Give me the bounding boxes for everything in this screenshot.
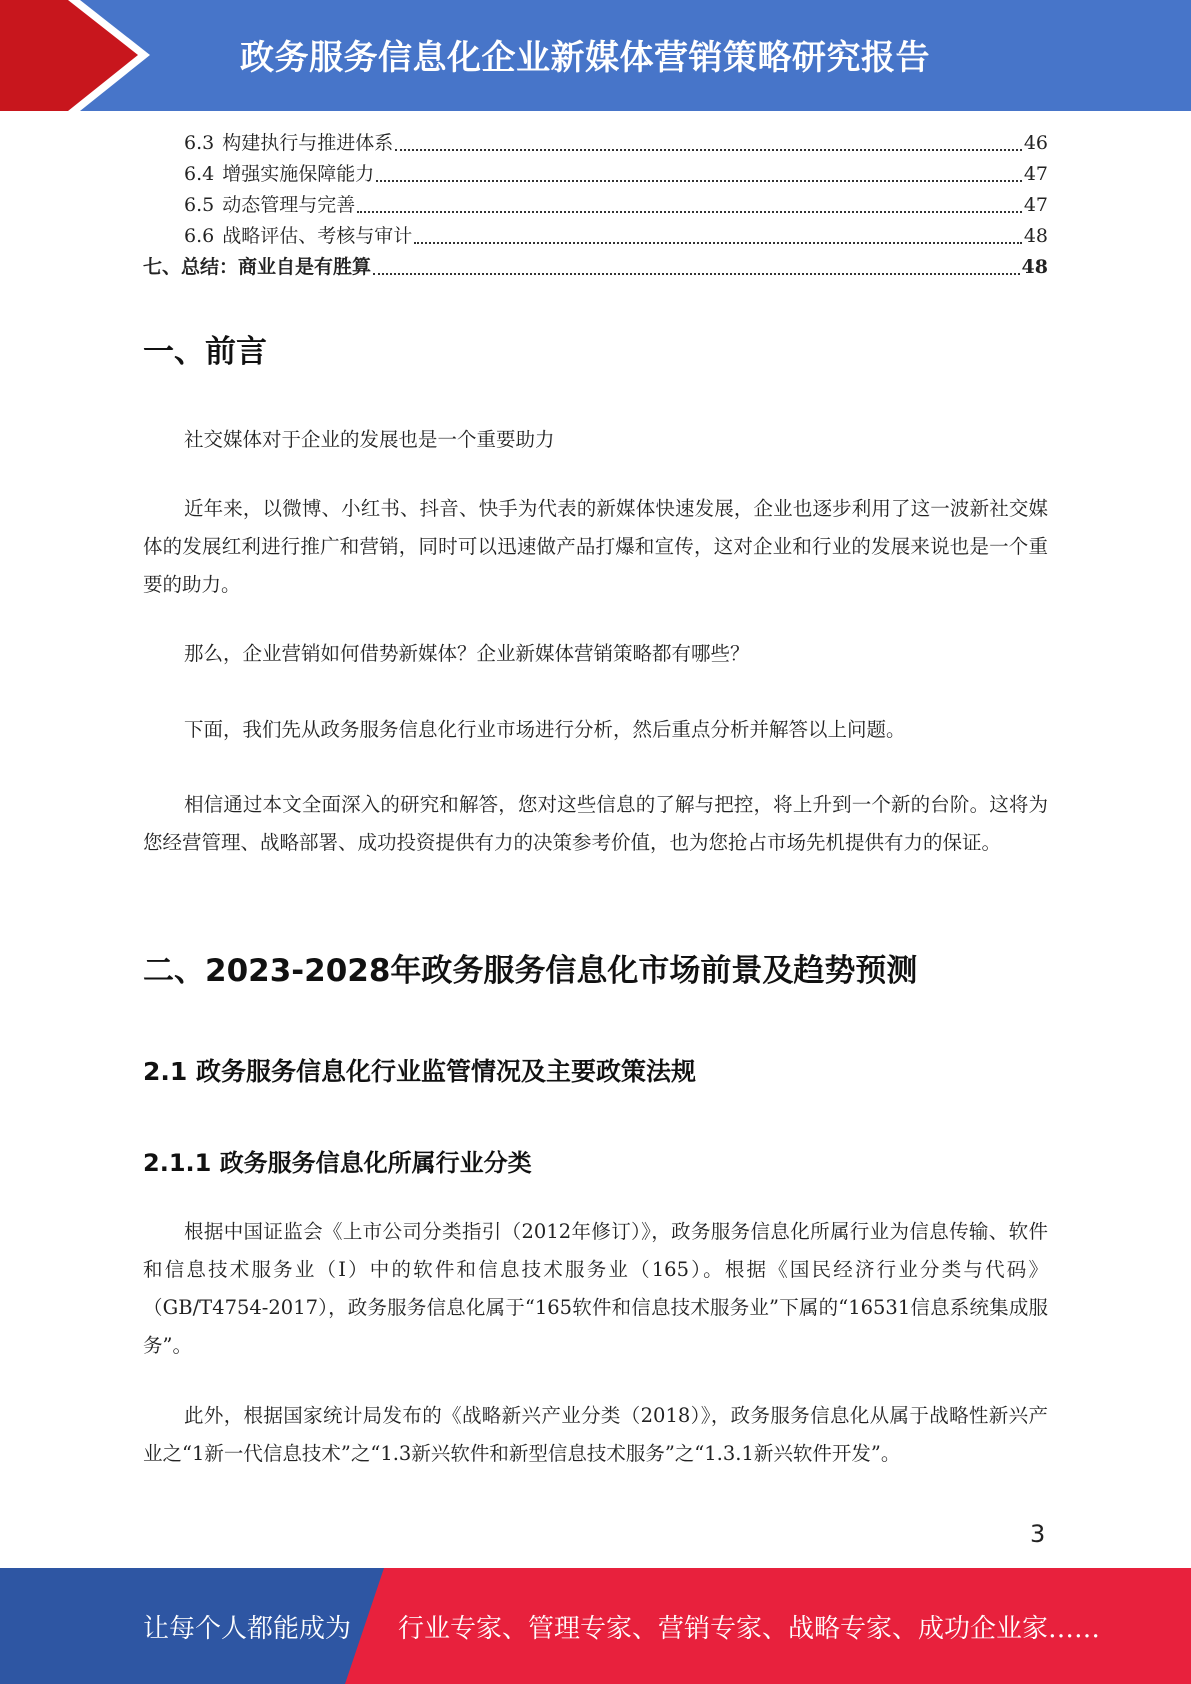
section-heading-preface: 一、前言 bbox=[143, 334, 267, 370]
page-number: 3 bbox=[1030, 1520, 1046, 1548]
toc-entry-chapter[interactable] bbox=[143, 252, 1048, 283]
toc-entry-page: 48 bbox=[1021, 256, 1048, 278]
table-of-contents bbox=[143, 128, 1048, 283]
section-heading-market-outlook: 二、2023-2028年政务服务信息化市场前景及趋势预测 bbox=[143, 953, 918, 989]
body-paragraph: 下面，我们先从政务服务信息化行业市场进行分析，然后重点分析并解答以上问题。 bbox=[184, 718, 906, 741]
body-paragraph: 那么，企业营销如何借势新媒体？企业新媒体营销策略都有哪些？ bbox=[184, 642, 750, 665]
page-footer bbox=[0, 1568, 1191, 1684]
subsubsection-heading: 2.1.1 政务服务信息化所属行业分类 bbox=[143, 1149, 532, 1177]
toc-entry-page: 47 bbox=[1023, 163, 1048, 185]
header-chevron-red bbox=[0, 0, 140, 111]
toc-entry[interactable] bbox=[143, 190, 1048, 221]
toc-entry-page: 46 bbox=[1023, 132, 1048, 154]
body-paragraph: 此外，根据国家统计局发布的《战略新兴产业分类（2018）》，政务服务信息化从属于战略性新兴产业之“1新一代信息技术”之“1.3新兴软件和新型信息技术服务”之“1.3.1新兴软件开发”。 bbox=[143, 1404, 1048, 1465]
footer-slogan-right: 行业专家、管理专家、营销专家、战略专家、成功企业家…… bbox=[398, 1614, 1101, 1644]
toc-dot-leader bbox=[357, 211, 1022, 213]
body-paragraph: 根据中国证监会《上市公司分类指引（2012年修订）》，政务服务信息化所属行业为信息传输、软件和信息技术服务业（I）中的软件和信息技术服务业（165）。根据《国民经济行业分类与代码》（GB/T4754-2017），政务服务信息化属于“165软件和信息技术服务业”下属的“16531信息系统集成服务”。 bbox=[143, 1220, 1048, 1357]
toc-entry[interactable] bbox=[143, 221, 1048, 252]
toc-dot-leader bbox=[395, 149, 1022, 151]
toc-dot-leader bbox=[376, 180, 1022, 182]
body-paragraph: 近年来，以微博、小红书、抖音、快手为代表的新媒体快速发展，企业也逐步利用了这一波新社交媒体的发展红利进行推广和营销，同时可以迅速做产品打爆和宣传，这对企业和行业的发展来说也是一个重要的助力。 bbox=[143, 497, 1048, 596]
toc-dot-leader bbox=[373, 273, 1020, 275]
toc-entry[interactable] bbox=[143, 128, 1048, 159]
body-paragraph: 相信通过本文全面深入的研究和解答，您对这些信息的了解与把控，将上升到一个新的台阶。这将为您经营管理、战略部署、成功投资提供有力的决策参考价值，也为您抢占市场先机提供有力的保证。 bbox=[143, 793, 1048, 854]
report-title: 政务服务信息化企业新媒体营销策略研究报告 bbox=[240, 38, 930, 78]
subsection-heading: 2.1 政务服务信息化行业监管情况及主要政策法规 bbox=[143, 1057, 696, 1086]
toc-entry[interactable] bbox=[143, 159, 1048, 190]
toc-entry-page: 47 bbox=[1023, 194, 1048, 216]
toc-entry-number: 6.5 bbox=[184, 194, 215, 216]
toc-dot-leader bbox=[414, 242, 1022, 244]
toc-entry-label: 增强实施保障能力 bbox=[222, 163, 375, 185]
toc-entry-label: 七、总结：商业自是有胜算 bbox=[143, 256, 372, 278]
toc-entry-number: 6.3 bbox=[184, 132, 215, 154]
toc-entry-label: 战略评估、考核与审计 bbox=[222, 225, 413, 247]
toc-entry-page: 48 bbox=[1023, 225, 1048, 247]
body-paragraph: 社交媒体对于企业的发展也是一个重要助力 bbox=[184, 428, 555, 451]
footer-slogan-left: 让每个人都能成为 bbox=[143, 1614, 352, 1644]
toc-entry-number: 6.6 bbox=[184, 225, 215, 247]
toc-entry-label: 构建执行与推进体系 bbox=[222, 132, 394, 154]
toc-entry-number: 6.4 bbox=[184, 163, 215, 185]
toc-entry-label: 动态管理与完善 bbox=[222, 194, 356, 216]
page-header bbox=[0, 0, 1191, 111]
